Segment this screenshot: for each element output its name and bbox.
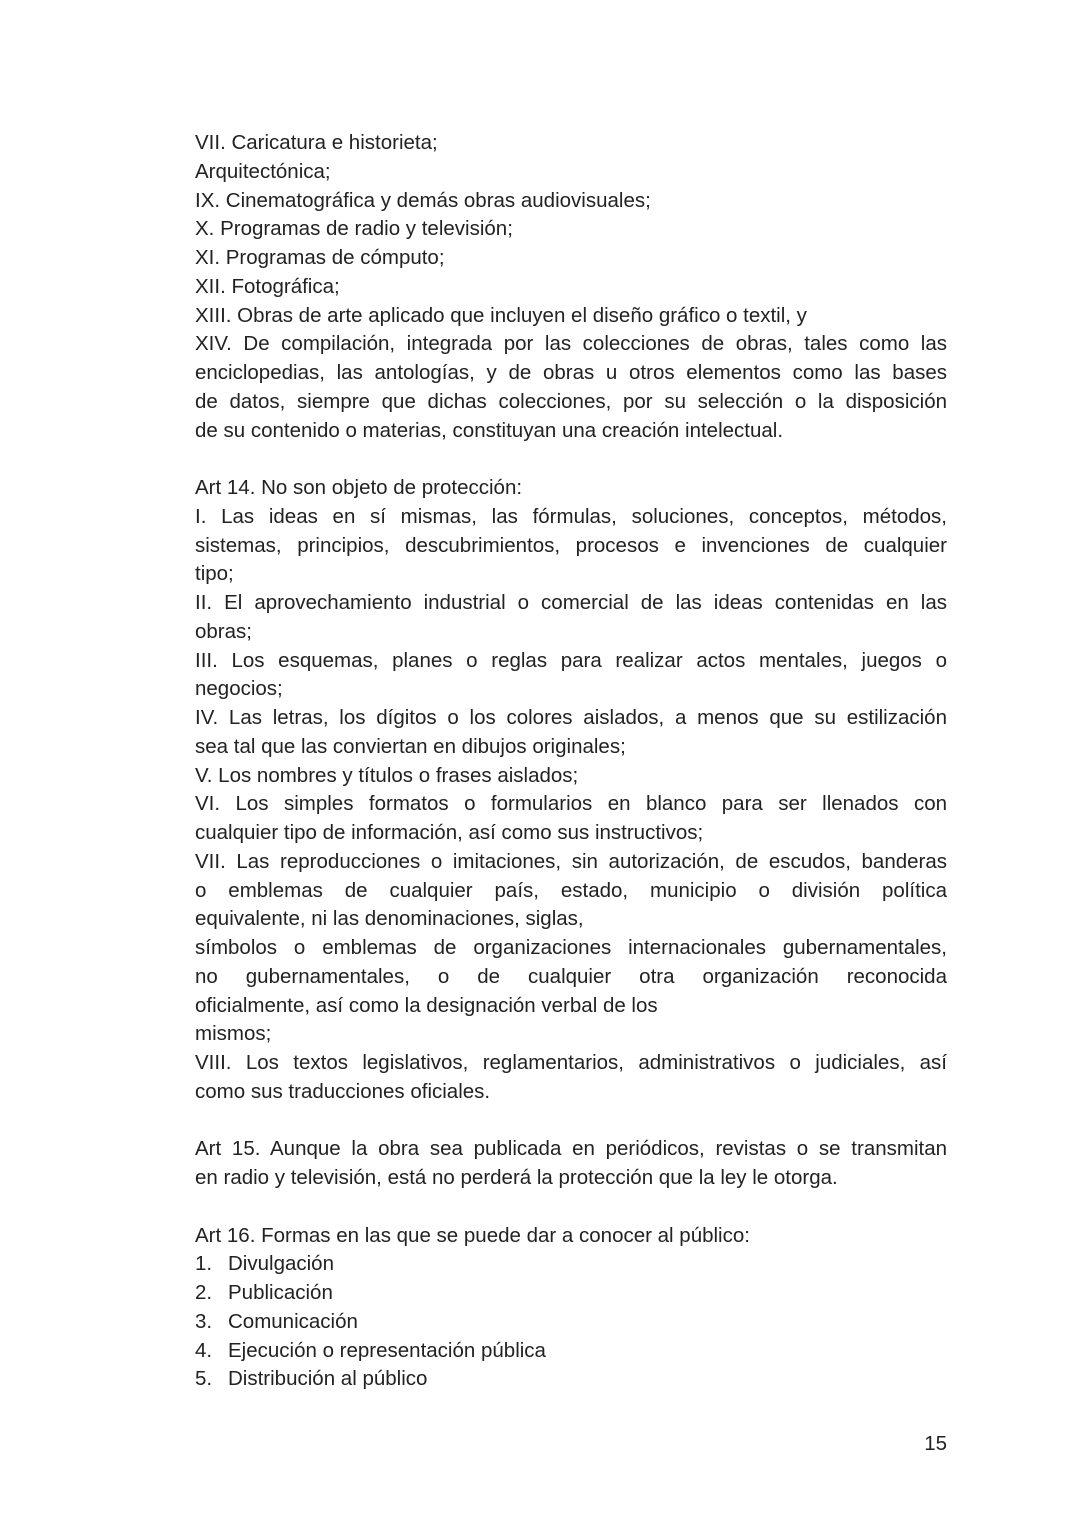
list-number: 3.: [195, 1309, 213, 1333]
text-line: III. Los esquemas, planes o reglas para realizar actos mentales, juegos o: [195, 648, 947, 672]
text-line: IX. Cinematográfica y demás obras audiovisuales;: [195, 188, 651, 212]
paragraph-gap: [195, 1107, 947, 1136]
text-line: enciclopedias, las antologías, y de obras u otros elementos como las bases: [195, 361, 947, 384]
list-item: [195, 1308, 947, 1337]
text-line: o emblemas de cualquier país, estado, municipio o división política: [195, 878, 947, 902]
text-line: en radio y televisión, está no perderá la protección que la ley le otorga.: [195, 1166, 838, 1189]
text-line: oficialmente, así como la designación verbal de los: [195, 993, 658, 1017]
page-number: 15: [924, 1432, 947, 1455]
text-line: símbolos o emblemas de organizaciones internacionales gubernamentales,: [195, 936, 947, 959]
text-line: XIV. De compilación, integrada por las colecciones de obras, tales como las: [195, 332, 947, 356]
list-number: 5.: [195, 1367, 213, 1391]
text-line: XI. Programas de cómputo;: [195, 246, 445, 269]
text-line: negocios;: [195, 677, 283, 701]
text-line: obras;: [195, 619, 252, 643]
text-line: V. Los nombres y títulos o frases aislados;: [195, 763, 579, 787]
text-line: sistemas, principios, descubrimientos, procesos e invenciones de cualquier: [195, 533, 947, 557]
paragraph: [195, 1222, 947, 1395]
text-line: como sus traducciones oficiales.: [195, 1079, 491, 1103]
list-number: 2.: [195, 1281, 213, 1304]
list-item: [195, 1279, 947, 1308]
text-line: IV. Las letras, los dígitos o los colores aislados, a menos que su estilización: [195, 706, 947, 729]
text-line: Art 15. Aunque la obra sea publicada en periódicos, revistas o se transmitan: [195, 1137, 947, 1161]
paragraph: [195, 129, 947, 445]
paragraph: [195, 474, 947, 1107]
list-number: 1.: [195, 1252, 213, 1276]
text-line: Art 16. Formas en las que se puede dar a conocer al público:: [195, 1223, 750, 1247]
paragraph-gap: [195, 1193, 947, 1222]
text-line: mismos;: [195, 1022, 272, 1046]
text-line: de su contenido o materias, constituyan una creación intelectual.: [195, 418, 784, 442]
paragraph-gap: [195, 445, 947, 474]
text-line: VII. Las reproducciones o imitaciones, sin autorización, de escudos, banderas: [195, 849, 947, 873]
text-line: VI. Los simples formatos o formularios en blanco para ser llenados con: [195, 792, 947, 816]
text-line: XII. Fotográfica;: [195, 274, 340, 298]
text-line: I. Las ideas en sí mismas, las fórmulas, soluciones, conceptos, métodos,: [195, 504, 947, 528]
list-text: Ejecución o representación pública: [228, 1338, 546, 1362]
list-text: Distribución al público: [228, 1367, 428, 1391]
list-text: Divulgación: [228, 1252, 334, 1276]
list-text: Comunicación: [228, 1309, 358, 1333]
text-line: Arquitectónica;: [195, 159, 331, 183]
text-line: II. El aprovechamiento industrial o comercial de las ideas contenidas en las: [195, 591, 947, 614]
document-body: [195, 129, 947, 1394]
text-line: VIII. Los textos legislativos, reglamentarios, administrativos o judiciales, así: [195, 1051, 947, 1074]
text-line: X. Programas de radio y televisión;: [195, 217, 513, 241]
list-item: [195, 1337, 947, 1366]
list-item: [195, 1250, 947, 1279]
text-line: VII. Caricatura e historieta;: [195, 131, 438, 154]
text-line: cualquier tipo de información, así como sus instructivos;: [195, 821, 704, 844]
text-line: de datos, siempre que dichas colecciones, por su selección o la disposición: [195, 389, 947, 413]
text-line: Art 14. No son objeto de protección:: [195, 476, 523, 499]
text-line: XIII. Obras de arte aplicado que incluyen el diseño gráfico o textil, y: [195, 303, 807, 327]
paragraph: [195, 1135, 947, 1193]
text-line: sea tal que las conviertan en dibujos originales;: [195, 734, 626, 758]
text-line: no gubernamentales, o de cualquier otra organización reconocida: [195, 964, 947, 988]
list-item: [195, 1365, 947, 1394]
text-line: equivalente, ni las denominaciones, siglas,: [195, 907, 584, 931]
list-number: 4.: [195, 1338, 213, 1362]
text-line: tipo;: [195, 562, 234, 586]
list-text: Publicación: [228, 1281, 333, 1304]
